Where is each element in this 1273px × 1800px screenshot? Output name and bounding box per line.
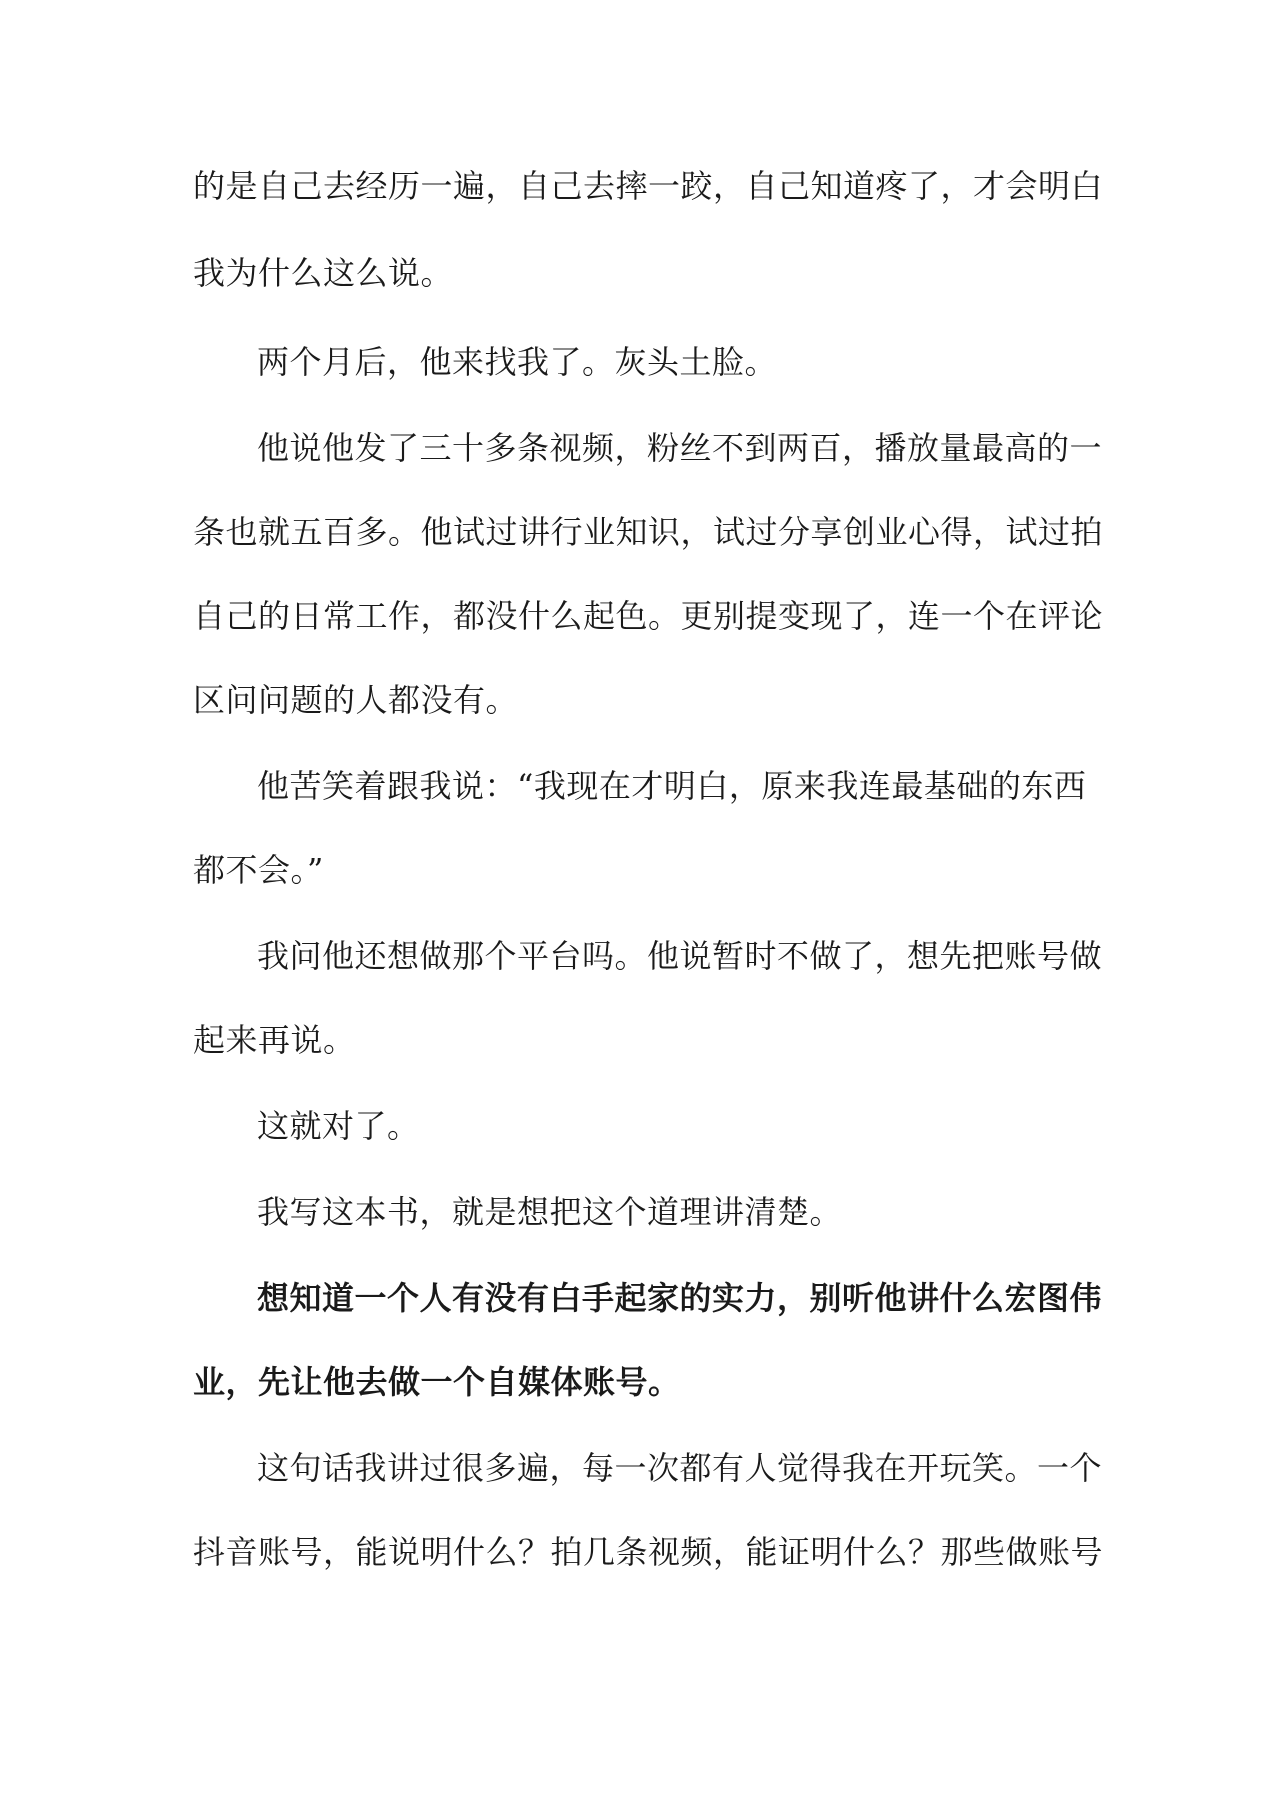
paragraph-line: 他说他发了三十多条视频，粉丝不到两百，播放量最高的一 [257, 429, 1103, 467]
bold-paragraph-line: 业，先让他去做一个自媒体账号。 [193, 1363, 681, 1401]
paragraph-line: 抖音账号，能说明什么？拍几条视频，能证明什么？那些做账号 [193, 1533, 1104, 1571]
bold-paragraph-line: 想知道一个人有没有白手起家的实力，别听他讲什么宏图伟 [257, 1279, 1103, 1317]
paragraph-line: 条也就五百多。他试过讲行业知识，试过分享创业心得，试过拍 [193, 513, 1104, 551]
paragraph-line: 都不会。” [193, 851, 324, 889]
paragraph-line: 我问他还想做那个平台吗。他说暂时不做了，想先把账号做 [257, 937, 1103, 975]
paragraph-line: 我写这本书，就是想把这个道理讲清楚。 [257, 1193, 843, 1231]
paragraph-line: 起来再说。 [193, 1021, 356, 1059]
paragraph-line: 他苦笑着跟我说：“我现在才明白，原来我连最基础的东西 [257, 767, 1087, 805]
paragraph-line: 这句话我讲过很多遍，每一次都有人觉得我在开玩笑。一个 [257, 1449, 1103, 1487]
paragraph-line: 自己的日常工作，都没什么起色。更别提变现了，连一个在评论 [193, 597, 1104, 635]
paragraph-line: 区问问题的人都没有。 [193, 681, 519, 719]
paragraph-line: 这就对了。 [257, 1107, 420, 1145]
paragraph-line: 两个月后，他来找我了。灰头土脸。 [257, 343, 778, 381]
paragraph-line: 我为什么这么说。 [193, 254, 454, 292]
paragraph-line: 的是自己去经历一遍，自己去摔一跤，自己知道疼了，才会明白 [193, 167, 1104, 205]
